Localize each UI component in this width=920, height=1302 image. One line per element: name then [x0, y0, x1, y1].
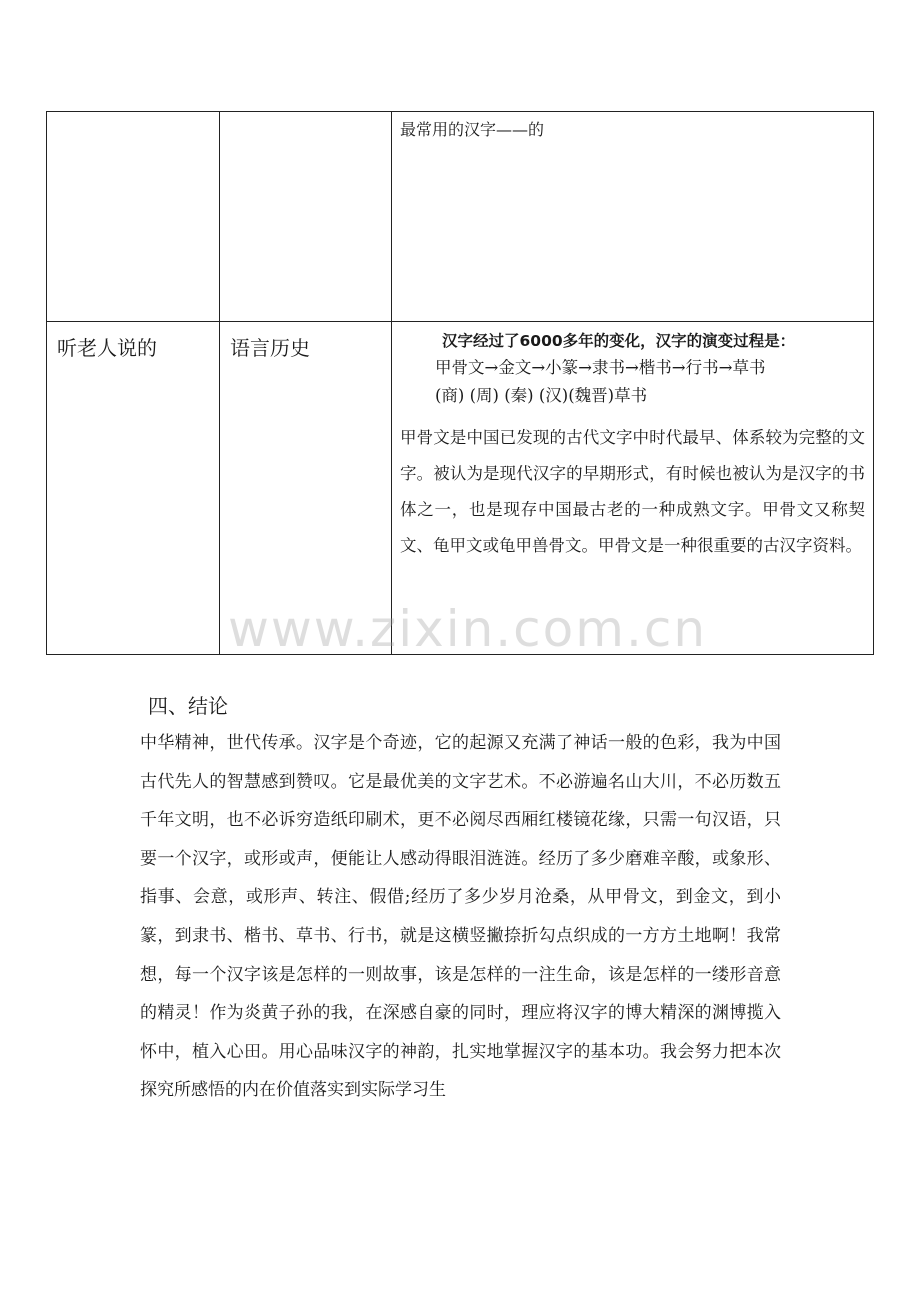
source-label: 听老人说的: [57, 336, 157, 360]
most-common-character-text: 最常用的汉字——的: [400, 120, 545, 139]
table-cell-source: [47, 112, 220, 322]
conclusion-paragraph: 中华精神，世代传承。汉字是个奇迹，它的起源又充满了神话一般的色彩，我为中国古代先人的智慧感到赞叹。它是最优美的文字艺术。不必游遍名山大川，不必历数五千年文明，也不必诉穷造纸印刷术，更不必阅尽西厢红楼镜花缘，只需一句汉语，只要一个汉字，或形或声，便能让人感动得眼泪涟涟。经历了多少磨难辛酸，或象形、指事、会意，或形声、转注、假借;经历了多少岁月沧桑，从甲骨文，到金文，到小篆，到隶书、楷书、草书、行书，就是这横竖撇捺折勾点织成的一方方土地啊！我常想，每一个汉字该是怎样的一则故事，该是怎样的一注生命，该是怎样的一缕形音意的精灵！作为炎黄子孙的我，在深感自豪的同时，理应将汉字的博大精深的渊博揽入怀中，植入心田。用心品味汉字的神韵，扎实地掌握汉字的基本功。我会努力把本次探究所感悟的内在价值落实到实际学习生: [140, 733, 781, 1101]
section-title: 四、结论: [148, 694, 228, 718]
table-cell-source: [47, 322, 220, 655]
table-cell-content: [392, 322, 874, 655]
cell-text: [47, 112, 219, 124]
table-cell-topic: [220, 322, 392, 655]
table-cell-content: [392, 112, 874, 322]
research-table: [46, 111, 874, 655]
oracle-bone-paragraph: 甲骨文是中国已发现的古代文字中时代最早、体系较为完整的文字。被认为是现代汉字的早期形式，有时候也被认为是汉字的书体之一，也是现存中国最古老的一种成熟文字。甲骨文又称契文、龟甲文或龟甲兽骨文。甲骨文是一种很重要的古汉字资料。: [400, 428, 865, 555]
table-row: [47, 112, 874, 322]
watermark: www.zixin.com.cn: [228, 600, 708, 658]
topic-label: 语言历史: [230, 336, 310, 360]
table-row: [47, 322, 874, 655]
cell-text: [220, 112, 391, 124]
table-cell-topic: [220, 112, 392, 322]
evolution-eras: (商) (周) (秦) (汉)(魏晋)草书: [435, 386, 648, 405]
evolution-sequence: 甲骨文→金文→小篆→隶书→楷书→行书→草书: [435, 358, 766, 377]
evolution-headline: 汉字经过了6000多年的变化，汉字的演变过程是：: [442, 332, 796, 350]
